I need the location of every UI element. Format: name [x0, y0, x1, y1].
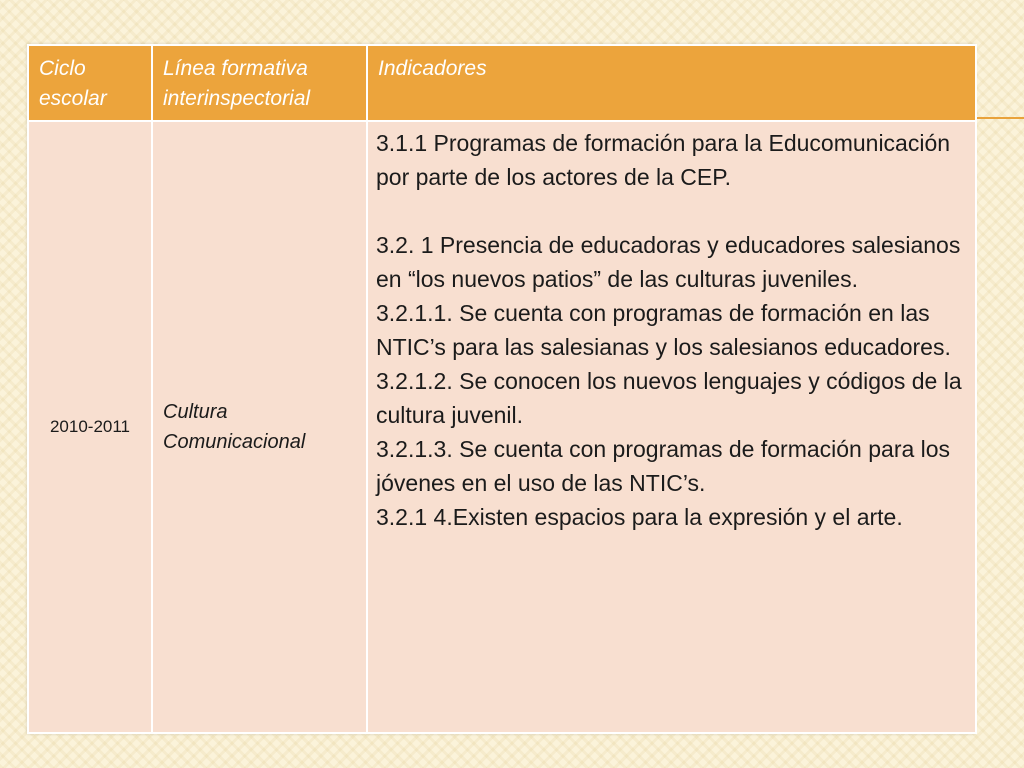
indicators-table — [27, 44, 977, 734]
header-cycle: Ciclo escolar — [28, 45, 152, 121]
header-line: Línea formativa interinspectorial — [152, 45, 367, 121]
indicator-item: 3.1.1 Programas de formación para la Educomunicación por parte de los actores de la CEP. — [376, 130, 951, 190]
indicator-item: 3.2.1.1. Se cuenta con programas de formación en las NTIC’s para las salesianas y los salesianos educadores. — [376, 300, 951, 360]
table-row — [28, 121, 976, 733]
indicator-spacer — [376, 194, 967, 228]
indicator-item: 3.2.1.2. Se conocen los nuevos lenguajes y códigos de la cultura juvenil. — [376, 368, 962, 428]
slide-accent-line — [974, 117, 1024, 119]
cell-line: Cultura Comunicacional — [152, 121, 367, 733]
indicator-item: 3.2.1.3. Se cuenta con programas de formación para los jóvenes en el uso de las NTIC’s. — [376, 436, 951, 496]
cell-indicators — [367, 121, 976, 733]
table-header-row — [28, 45, 976, 121]
header-indicators: Indicadores — [367, 45, 976, 121]
cell-cycle: 2010-2011 — [28, 121, 152, 733]
indicator-item: 3.2. 1 Presencia de educadoras y educadores salesianos en “los nuevos patios” de las culturas juveniles. — [376, 232, 961, 292]
indicator-item: 3.2.1 4.Existen espacios para la expresión y el arte. — [376, 504, 903, 530]
